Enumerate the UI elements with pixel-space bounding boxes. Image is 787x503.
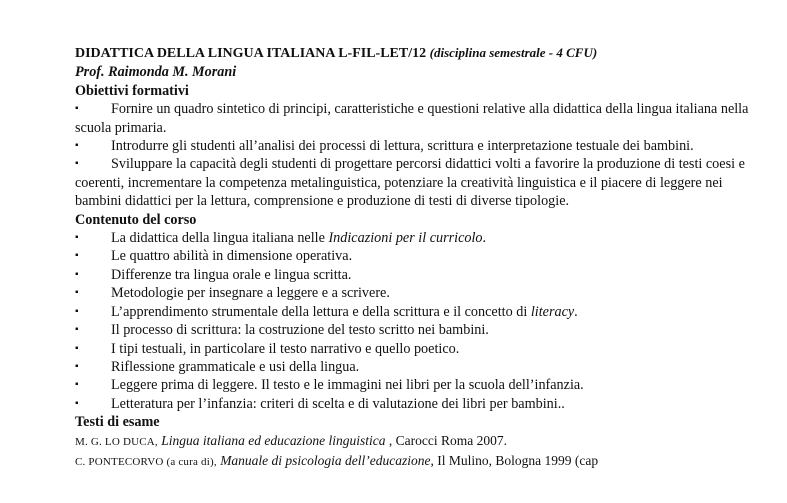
document-page: [75, 44, 765, 471]
bullet-icon: ▪: [75, 103, 79, 115]
objective-item: [75, 137, 765, 155]
content-item-text: Le quattro abilità in dimensione operativa.: [111, 248, 353, 265]
content-item-text: Differenze tra lingua orale e lingua scritta.: [111, 266, 352, 283]
objective-text: Fornire un quadro sintetico di principi, caratteristiche e questioni relative alla didattica della lingua italiana nella scuola primaria.: [75, 101, 749, 136]
objectives-heading: Obiettivi formativi: [75, 82, 189, 99]
content-item: [75, 376, 765, 394]
objective-text: Sviluppare la capacità degli studenti di progettare percorsi didattici volti a favorire la produzione di testi coesi e coerenti, incrementare la competenza metalinguistica, potenziare la creatività linguistica e il piacere di leggere nei bambini didattici per la lettura, comprensione e produzione di testi di diverse tipologie.: [75, 156, 745, 210]
content-item: [75, 303, 765, 321]
content-item-text: L’apprendimento strumentale della lettura e della scrittura e il concetto di: [111, 303, 531, 320]
content-item: [75, 358, 765, 376]
reference-title: Lingua italiana ed educazione linguistica: [157, 432, 386, 448]
content-item: [75, 229, 765, 247]
objective-text: Introdurre gli studenti all’analisi dei processi di lettura, scrittura e interpretazione testuale dei bambini.: [111, 138, 694, 155]
bullet-icon: ▪: [75, 342, 79, 354]
bullet-icon: ▪: [75, 324, 79, 336]
bullet-icon: ▪: [75, 397, 79, 409]
course-subtitle: (disciplina semestrale - 4 CFU): [429, 45, 598, 60]
bullet-icon: ▪: [75, 287, 79, 299]
content-item: [75, 284, 765, 302]
course-title-line: [75, 44, 765, 63]
contents-list: [75, 229, 765, 413]
content-item-text: Riflessione grammaticale e usi della lingua.: [111, 358, 360, 375]
bullet-icon: ▪: [75, 305, 79, 317]
reference-details: , Carocci Roma 2007.: [385, 432, 507, 448]
content-item: [75, 266, 765, 284]
objective-item: [75, 100, 765, 137]
reference-author: C. PONTECORVO (a cura di),: [75, 455, 217, 468]
content-item-text: Metodologie per insegnare a leggere e a scrivere.: [111, 285, 390, 302]
content-item-text: Leggere prima di leggere. Il testo e le immagini nei libri per la scuola dell’infanzia.: [111, 377, 584, 394]
reference-title: Manuale di psicologia dell’educazione: [216, 452, 431, 468]
content-item: [75, 340, 765, 358]
bullet-icon: ▪: [75, 379, 79, 391]
content-item-text: Letteratura per l’infanzia: criteri di scelta e di valutazione dei libri per bambini..: [111, 395, 565, 412]
bullet-icon: ▪: [75, 140, 79, 152]
objective-item: [75, 155, 765, 210]
course-title: DIDATTICA DELLA LINGUA ITALIANA L-FIL-LET/12: [75, 46, 427, 61]
exam-texts-heading: Testi di esame: [75, 414, 160, 431]
reference-author: M. G. LO DUCA,: [75, 435, 158, 448]
contents-heading: Contenuto del corso: [75, 211, 197, 228]
content-item-text: La didattica della lingua italiana nelle: [111, 230, 329, 247]
bullet-icon: ▪: [75, 268, 79, 280]
bullet-icon: ▪: [75, 360, 79, 372]
professor-name: Prof. Raimonda M. Morani: [75, 64, 237, 81]
content-item: [75, 395, 765, 413]
reference-item: [75, 432, 765, 451]
content-item-emphasis: literacy: [530, 303, 575, 320]
content-item-text: I tipi testuali, in particolare il testo narrativo e quello poetico.: [111, 340, 460, 357]
content-item: [75, 321, 765, 339]
content-item-suffix: .: [482, 230, 487, 247]
content-item-text: Il processo di scrittura: la costruzione del testo scritto nei bambini.: [111, 322, 489, 339]
reference-details: , Il Mulino, Bologna 1999 (cap: [430, 452, 599, 468]
content-item-suffix: .: [574, 303, 578, 320]
reference-item: [75, 452, 765, 471]
content-item-emphasis: Indicazioni per il curricolo: [328, 230, 483, 247]
exam-texts-list: [75, 432, 765, 472]
bullet-icon: ▪: [75, 250, 79, 262]
content-item: [75, 247, 765, 265]
bullet-icon: ▪: [75, 158, 79, 170]
objectives-list: [75, 100, 765, 210]
bullet-icon: ▪: [75, 232, 79, 244]
